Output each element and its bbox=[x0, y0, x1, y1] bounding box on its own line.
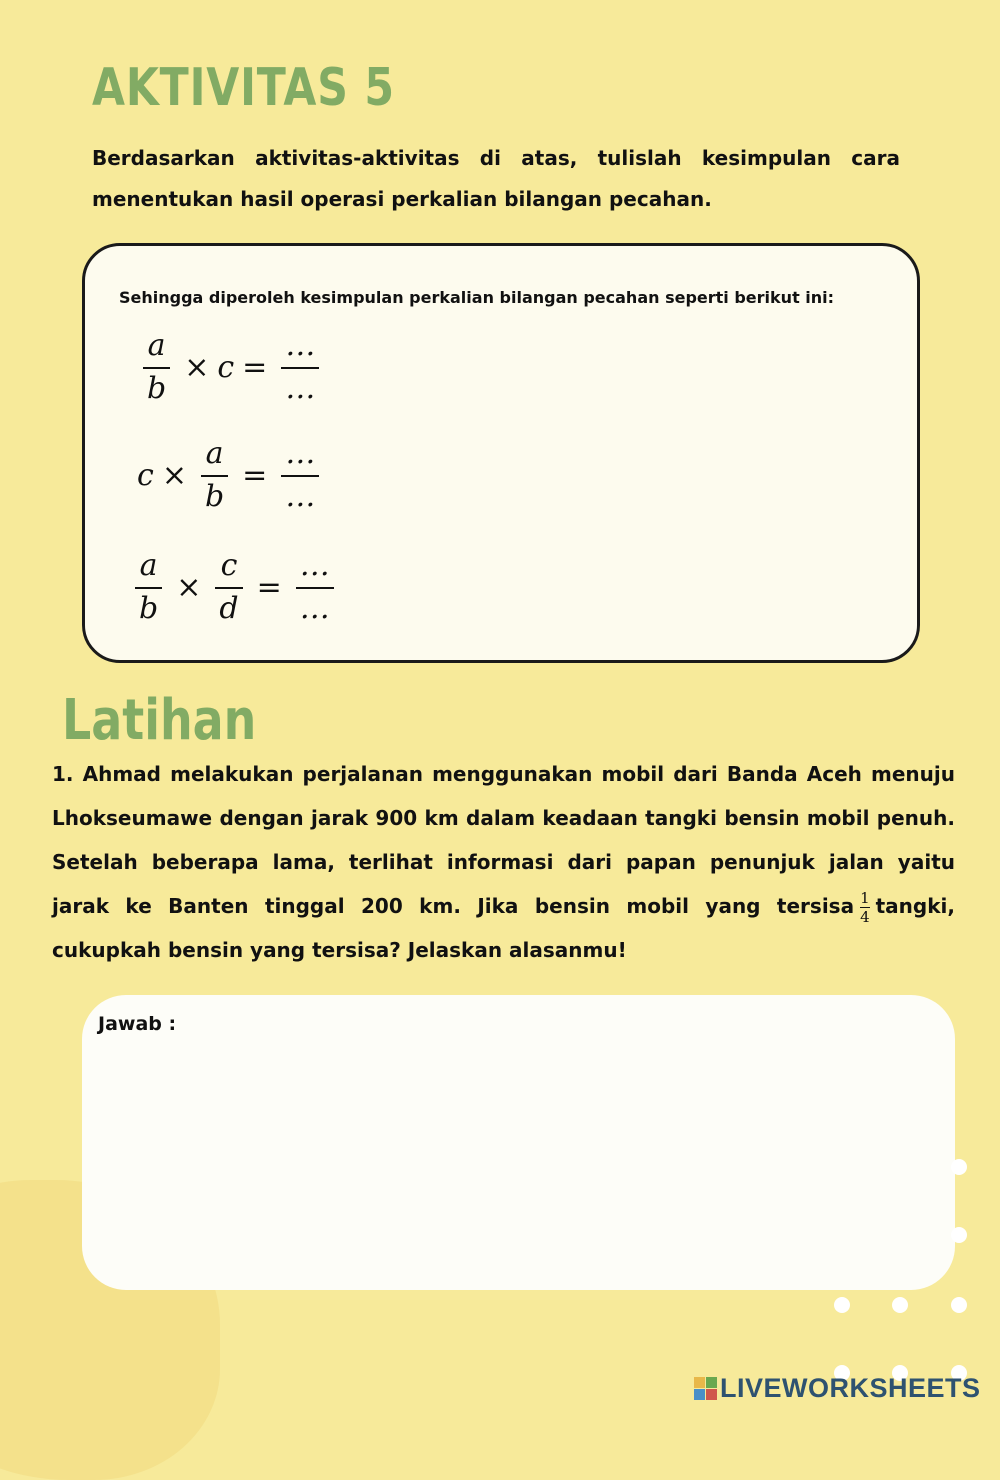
result-blank bbox=[281, 328, 319, 406]
inline-fraction-denominator: 4 bbox=[860, 908, 870, 926]
activity-instruction: Berdasarkan aktivitas-aktivitas di atas, tulislah kesimpulan cara menentukan hasil operasi perkalian bilangan pecahan. bbox=[92, 146, 900, 211]
fraction-denominator: b bbox=[135, 587, 162, 626]
formula-3-fraction-1 bbox=[135, 548, 162, 626]
inline-fraction-numerator: 1 bbox=[860, 889, 870, 907]
equals-sign: = bbox=[242, 349, 268, 385]
conclusion-lead: Sehingga diperoleh kesimpulan perkalian bilangan pecahan seperti berikut ini: bbox=[119, 288, 835, 307]
operand: c bbox=[217, 349, 235, 385]
formula-1 bbox=[137, 328, 325, 406]
result-numerator-blank: … bbox=[285, 436, 316, 471]
equals-sign: = bbox=[256, 569, 282, 605]
exercise-question bbox=[52, 752, 955, 972]
fraction-numerator: c bbox=[220, 548, 238, 583]
brand-name: LIVEWORKSHEETS bbox=[720, 1373, 981, 1403]
decorative-dot bbox=[951, 1227, 967, 1243]
result-denominator-blank: … bbox=[281, 367, 319, 406]
decorative-dot bbox=[951, 1297, 967, 1313]
fraction-denominator: b bbox=[143, 367, 170, 406]
result-blank bbox=[296, 548, 334, 626]
result-denominator-blank: … bbox=[281, 475, 319, 514]
fraction-denominator: d bbox=[215, 587, 242, 626]
question-text-part-2: tangki, cukupkah bensin yang tersisa? Jelaskan alasanmu! bbox=[52, 894, 955, 962]
times-sign: × bbox=[184, 349, 210, 385]
formula-1-fraction bbox=[143, 328, 170, 406]
formula-2 bbox=[137, 436, 325, 514]
liveworksheets-icon bbox=[694, 1377, 717, 1400]
answer-label: Jawab : bbox=[98, 1013, 177, 1035]
question-text-part-1: 1. Ahmad melakukan perjalanan menggunakan mobil dari Banda Aceh menuju Lhokseumawe dengan jarak 900 km dalam keadaan tangki bensin mobil penuh. Setelah beberapa lama, terlihat informasi dari papan penunjuk jalan yaitu jarak ke Banten tinggal 200 km. Jika bensin mobil yang tersisa bbox=[52, 762, 955, 918]
equals-sign: = bbox=[242, 457, 268, 493]
liveworksheets-logo[interactable] bbox=[694, 1373, 981, 1404]
fraction-numerator: a bbox=[139, 548, 158, 583]
formula-3-fraction-2 bbox=[215, 548, 242, 626]
fraction-numerator: a bbox=[147, 328, 166, 363]
activity-title: AKTIVITAS 5 bbox=[92, 58, 395, 118]
result-numerator-blank: … bbox=[299, 548, 330, 583]
fraction-numerator: a bbox=[205, 436, 224, 471]
result-blank bbox=[281, 436, 319, 514]
formula-2-fraction bbox=[201, 436, 228, 514]
result-numerator-blank: … bbox=[285, 328, 316, 363]
answer-box[interactable] bbox=[82, 995, 955, 1290]
decorative-dot bbox=[834, 1297, 850, 1313]
fraction-denominator: b bbox=[201, 475, 228, 514]
formula-3 bbox=[129, 548, 340, 626]
times-sign: × bbox=[161, 457, 187, 493]
exercise-heading: Latihan bbox=[62, 688, 257, 753]
times-sign: × bbox=[176, 569, 202, 605]
inline-fraction bbox=[860, 889, 870, 926]
decorative-dot bbox=[892, 1297, 908, 1313]
decorative-dot bbox=[951, 1159, 967, 1175]
result-denominator-blank: … bbox=[296, 587, 334, 626]
operand: c bbox=[137, 457, 154, 493]
conclusion-box bbox=[82, 243, 920, 663]
